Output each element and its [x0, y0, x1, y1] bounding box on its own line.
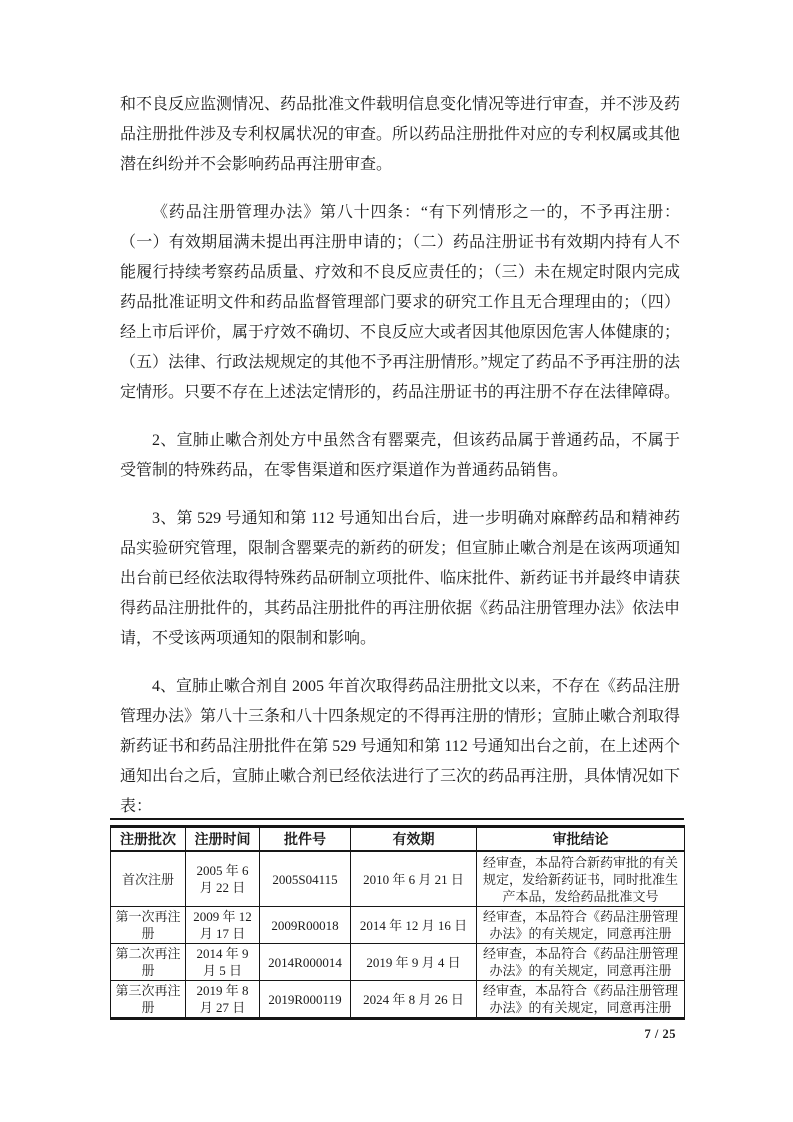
table-cell: 第一次再注册: [111, 907, 186, 944]
page-number: 7 / 25: [644, 1027, 676, 1041]
table-cell: 2019R000119: [260, 981, 351, 1019]
paragraph-continuation: 和不良反应监测情况、药品批准文件载明信息变化情况等进行审查，并不涉及药品注册批件涉及专利权属状况的审查。所以药品注册批件对应的专利权属或其他潜在纠纷并不会影响药品再注册审查。: [120, 96, 681, 173]
table-cell: 经审查，本品符合《药品注册管理办法》的有关规定，同意再注册: [477, 907, 685, 944]
table-cell: 2014 年 12 月 16 日: [351, 907, 477, 944]
table-header-row: [111, 827, 685, 852]
table-cell: 2019 年 9 月 4 日: [351, 944, 477, 981]
table-cell: 2014 年 9 月 5 日: [186, 944, 260, 981]
table-cell: 2005 年 6 月 22 日: [186, 851, 260, 907]
table-row-third-renewal: [111, 981, 685, 1019]
table-cell: 首次注册: [111, 851, 186, 907]
table-cell: 第二次再注册: [111, 944, 186, 981]
table-cell: 2010 年 6 月 21 日: [351, 851, 477, 907]
table-cell: 第三次再注册: [111, 981, 186, 1019]
header-registration-time: 注册时间: [186, 827, 260, 852]
table-cell: 2019 年 8 月 27 日: [186, 981, 260, 1019]
table-cell: 2009 年 12 月 17 日: [186, 907, 260, 944]
header-approval-conclusion: 审批结论: [477, 827, 685, 852]
page-body-text: [115, 90, 681, 1020]
paragraph-point-3: 3、第 529 号通知和第 112 号通知出台后，进一步明确对麻醉药品和精神药品实验研究管理，限制含罂粟壳的新药的研发；但宣肺止嗽合剂是在该两项通知出台前已经依法取得特殊药品研制立项批件、临床批件、新药证书并最终申请获得药品注册批件的，其药品注册批件的再注册依据《药品注册管理办法》依法申请，不受该两项通知的限制和影响。: [120, 510, 681, 647]
table-cell: 经审查，本品符合新药审批的有关规定，发给新药证书，同时批准生产本品，发给药品批准文号: [477, 851, 685, 907]
registration-table: [110, 818, 684, 1020]
table-top-rule: [110, 818, 684, 825]
paragraph-point-2: 2、宣肺止嗽合剂处方中虽然含有罂粟壳，但该药品属于普通药品，不属于受管制的特殊药品，在零售渠道和医疗渠道作为普通药品销售。: [120, 432, 680, 479]
table-cell: 2005S04115: [260, 851, 351, 907]
table-cell: 2024 年 8 月 26 日: [351, 981, 477, 1019]
paragraph-regulation-article-84: 《药品注册管理办法》第八十四条：“有下列情形之一的，不予再注册：（一）有效期届满未提出再注册申请的；（二）药品注册证书有效期内持有人不能履行持续考察药品质量、疗效和不良反应责任的；（三）未在规定时限内完成药品批准证明文件和药品监督管理部门要求的研究工作且无合理理由的；（四）经上市后评价，属于疗效不确切、不良反应大或者因其他原因危害人体健康的；（五）法律、行政法规规定的其他不予再注册情形。”规定了药品不予再注册的法定情形。只要不存在上述法定情形的，药品注册证书的再注册不存在法律障碍。: [120, 204, 681, 401]
table-cell: 经审查，本品符合《药品注册管理办法》的有关规定，同意再注册: [477, 944, 685, 981]
table-cell: 2009R00018: [260, 907, 351, 944]
paragraph-point-4: 4、宣肺止嗽合剂自 2005 年首次取得药品注册批文以来，不存在《药品注册管理办法》第八十三条和八十四条规定的不得再注册的情形；宣肺止嗽合剂取得新药证书和药品注册批件在第 529 号通知和第 112 号通知出台之前，在上述两个通知出台之后，宣肺止嗽合剂已经依法进行了三次的药品再注册，具体情况如下表：: [120, 678, 681, 815]
header-registration-batch: 注册批次: [111, 827, 186, 852]
header-validity-period: 有效期: [351, 827, 477, 852]
table-cell: 经审查，本品符合《药品注册管理办法》的有关规定，同意再注册: [477, 981, 685, 1019]
table-row-first-registration: [111, 851, 685, 907]
table-row-first-renewal: [111, 907, 685, 944]
table-cell: 2014R000014: [260, 944, 351, 981]
header-approval-number: 批件号: [260, 827, 351, 852]
table-row-second-renewal: [111, 944, 685, 981]
